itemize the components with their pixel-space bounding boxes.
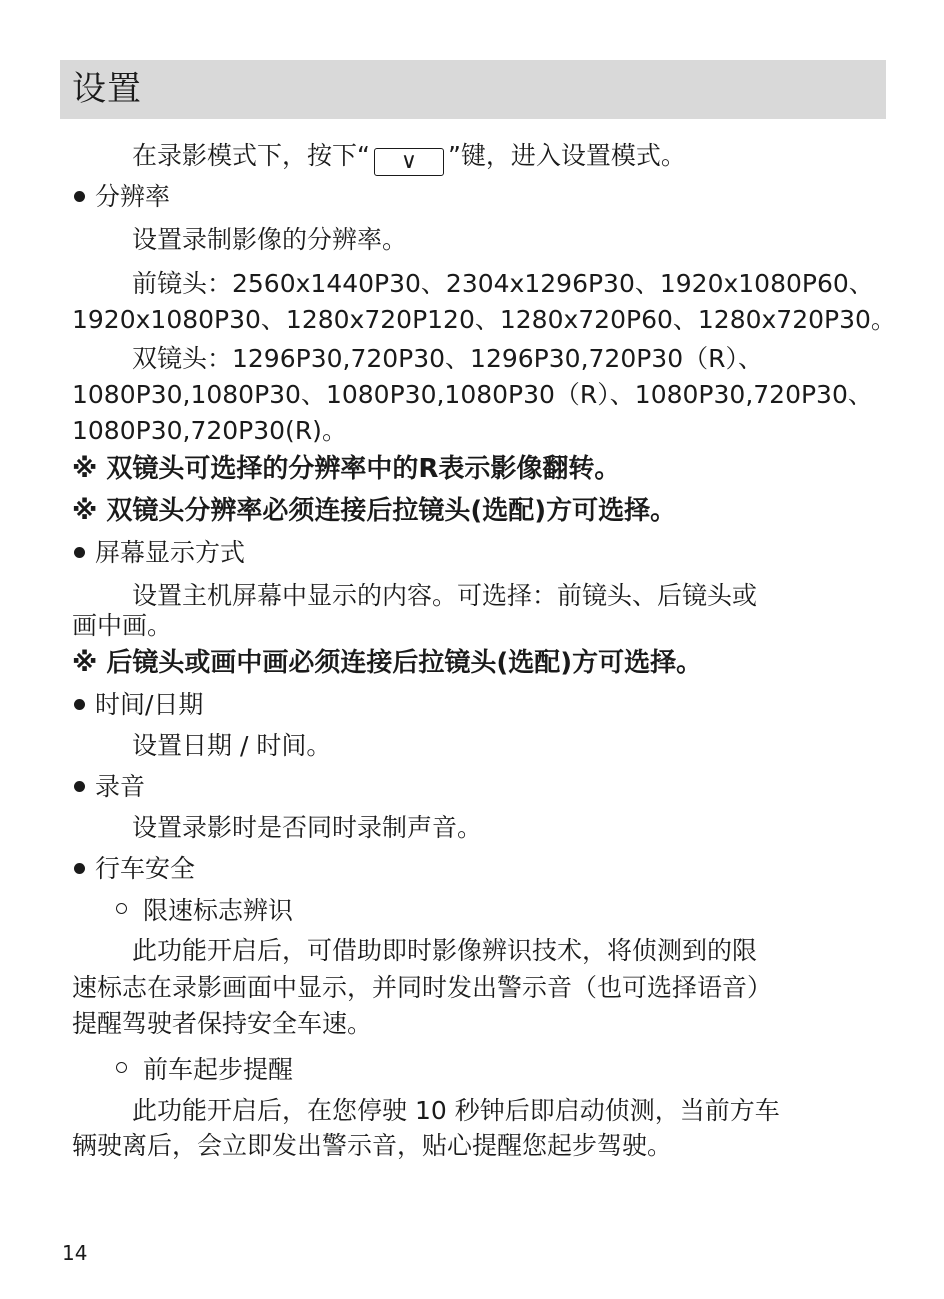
- speed-sign-line1: 此功能开启后，可借助即时影像辨识技术，将侦测到的限: [132, 936, 758, 965]
- datetime-desc: 设置日期 / 时间。: [132, 731, 332, 760]
- display-heading: 屏幕显示方式: [95, 538, 246, 567]
- bullet-icon: [74, 863, 85, 874]
- bullet-display: [72, 538, 245, 568]
- resolution-dual-line3: 1080P30,720P30(R)。: [72, 416, 347, 445]
- resolution-desc: 设置录制影像的分辨率。: [132, 225, 408, 254]
- display-note: ※ 后镜头或画中画必须连接后拉镜头(选配)方可选择。: [72, 648, 703, 678]
- section-header: [60, 60, 886, 119]
- speed-sign-line3: 提醒驾驶者保持安全车速。: [72, 1009, 373, 1038]
- bullet-datetime: [72, 690, 203, 720]
- bullet-icon: [74, 547, 85, 558]
- sub-bullet-speed-sign: [116, 896, 293, 926]
- resolution-front-line1: 前镜头：2560x1440P30、2304x1296P30、1920x1080P60、: [132, 269, 874, 298]
- safety-heading: 行车安全: [95, 854, 196, 883]
- audio-desc: 设置录影时是否同时录制声音。: [132, 813, 483, 842]
- resolution-note2: ※ 双镜头分辨率必须连接后拉镜头(选配)方可选择。: [72, 496, 677, 526]
- bullet-audio: [72, 772, 145, 802]
- datetime-heading: 时间/日期: [95, 690, 204, 719]
- circle-bullet-icon: [116, 903, 127, 914]
- bullet-icon: [74, 191, 85, 202]
- resolution-dual-line2: 1080P30,1080P30、1080P30,1080P30（R）、1080P30,720P30、: [72, 380, 873, 409]
- page-number: 14: [62, 1241, 88, 1265]
- resolution-heading: 分辨率: [95, 182, 171, 211]
- display-desc-line1: 设置主机屏幕中显示的内容。可选择：前镜头、后镜头或: [132, 581, 758, 610]
- sub-bullet-front-car: [116, 1055, 293, 1085]
- resolution-front-line2: 1920x1080P30、1280x720P120、1280x720P60、1280x720P30。: [72, 305, 896, 334]
- speed-sign-line2: 速标志在录影画面中显示，并同时发出警示音（也可选择语音）: [72, 973, 773, 1002]
- circle-bullet-icon: [116, 1062, 127, 1073]
- bullet-icon: [74, 781, 85, 792]
- down-key-icon: ∨: [374, 148, 444, 176]
- resolution-note1: ※ 双镜头可选择的分辨率中的R表示影像翻转。: [72, 454, 621, 484]
- speed-sign-heading: 限速标志辨识: [143, 896, 294, 925]
- bullet-icon: [74, 699, 85, 710]
- intro-before: 在录影模式下，按下“: [132, 141, 370, 170]
- audio-heading: 录音: [95, 772, 146, 801]
- section-title: 设置: [72, 69, 142, 109]
- intro-text: [132, 141, 686, 176]
- display-desc-line2: 画中画。: [72, 611, 173, 640]
- front-car-line1: 此功能开启后，在您停驶 10 秒钟后即启动侦测，当前方车: [132, 1096, 780, 1125]
- bullet-resolution: [72, 182, 170, 212]
- bullet-safety: [72, 854, 195, 884]
- resolution-dual-line1: 双镜头：1296P30,720P30、1296P30,720P30（R）、: [132, 344, 763, 373]
- front-car-heading: 前车起步提醒: [143, 1055, 294, 1084]
- front-car-line2: 辆驶离后，会立即发出警示音，贴心提醒您起步驾驶。: [72, 1131, 673, 1160]
- intro-after: ”键，进入设置模式。: [447, 141, 686, 170]
